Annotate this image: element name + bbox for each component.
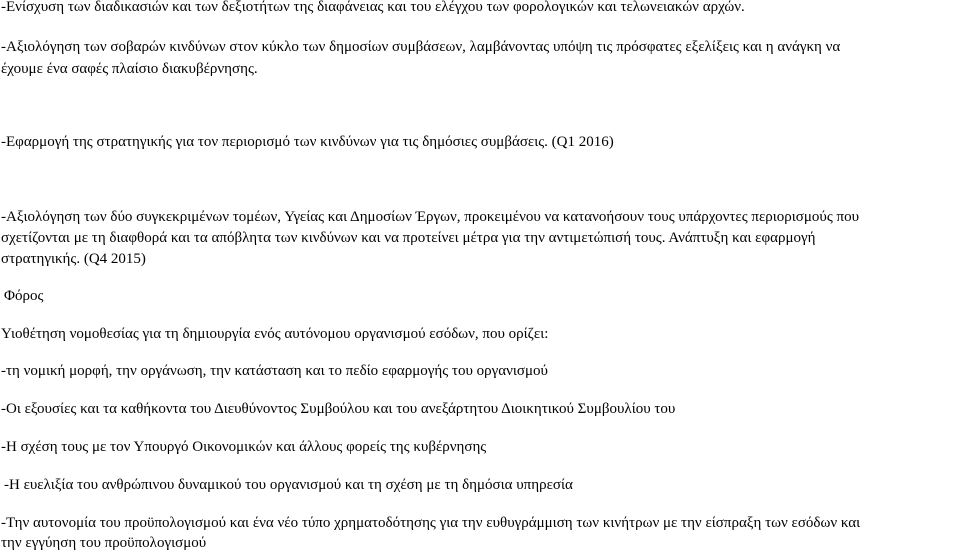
list-item-relation-ministry: -Η σχέση τους με τον Υπουργό Οικονομικών και άλλους φορείς της κυβέρνησης	[1, 439, 487, 455]
section-heading-tax: Φόρος	[4, 288, 44, 304]
list-item-budget-autonomy-line2: την εγγύηση του προϋπολογισμού	[1, 535, 207, 551]
list-item-budget-autonomy-line1: -Την αυτονομία του προϋπολογισμού και ένα νέο τύπο χρηματοδότησης για την ευθυγράμμιση των κινήτρων με την είσπραξη των εσόδων και	[1, 515, 861, 531]
paragraph-customs-transparency: -Ενίσχυση των διαδικασιών και των δεξιοτήτων της διαφάνειας και του ελέγχου των φορολογικών και τελωνειακών αρχών.	[1, 0, 745, 15]
list-item-legal-form: -τη νομική μορφή, την οργάνωση, την κατάσταση και το πεδίο εφαρμογής του οργανισμού	[1, 363, 548, 379]
paragraph-health-works-assessment-line3: στρατηγικής. (Q4 2015)	[1, 251, 146, 267]
paragraph-health-works-assessment-line1: -Αξιολόγηση των δύο συγκεκριμένων τομέων, Υγείας και Δημοσίων Έργων, προκειμένου να κατανοήσουν τους υπάρχοντες περιορισμούς που	[1, 209, 860, 225]
list-item-hr-flexibility: -Η ευελιξία του ανθρώπινου δυναμικού του οργανισμού και τη σχέση με τη δημόσια υπηρεσία	[4, 477, 573, 493]
paragraph-public-procurement-risks-line2: έχουμε ένα σαφές πλαίσιο διακυβέρνησης.	[1, 61, 258, 77]
paragraph-public-procurement-risks-line1: -Αξιολόγηση των σοβαρών κινδύνων στον κύκλο των δημοσίων συμβάσεων, λαμβάνοντας υπόψη τις πρόσφατες εξελίξεις και η ανάγκη να	[1, 39, 841, 55]
list-item-powers-duties: -Οι εξουσίες και τα καθήκοντα του Διευθύνοντος Συμβούλου και του ανεξάρτητου Διοικητικού Συμβουλίου του	[1, 401, 676, 417]
paragraph-health-works-assessment-line2: σχετίζονται με τη διαφθορά και τα απόβλητα των κινδύνων και να προτείνει μέτρα για την αντιμετώπισή τους. Ανάπτυξη και εφαρμογή	[1, 230, 816, 246]
paragraph-strategy-implementation: -Εφαρμογή της στρατηγικής για τον περιορισμό των κινδύνων για τις δημόσιες συμβάσεις. (Q1 2016)	[1, 134, 614, 150]
paragraph-revenue-agency-legislation: Υιοθέτηση νομοθεσίας για τη δημιουργία ενός αυτόνομου οργανισμού εσόδων, που ορίζει:	[1, 326, 549, 342]
